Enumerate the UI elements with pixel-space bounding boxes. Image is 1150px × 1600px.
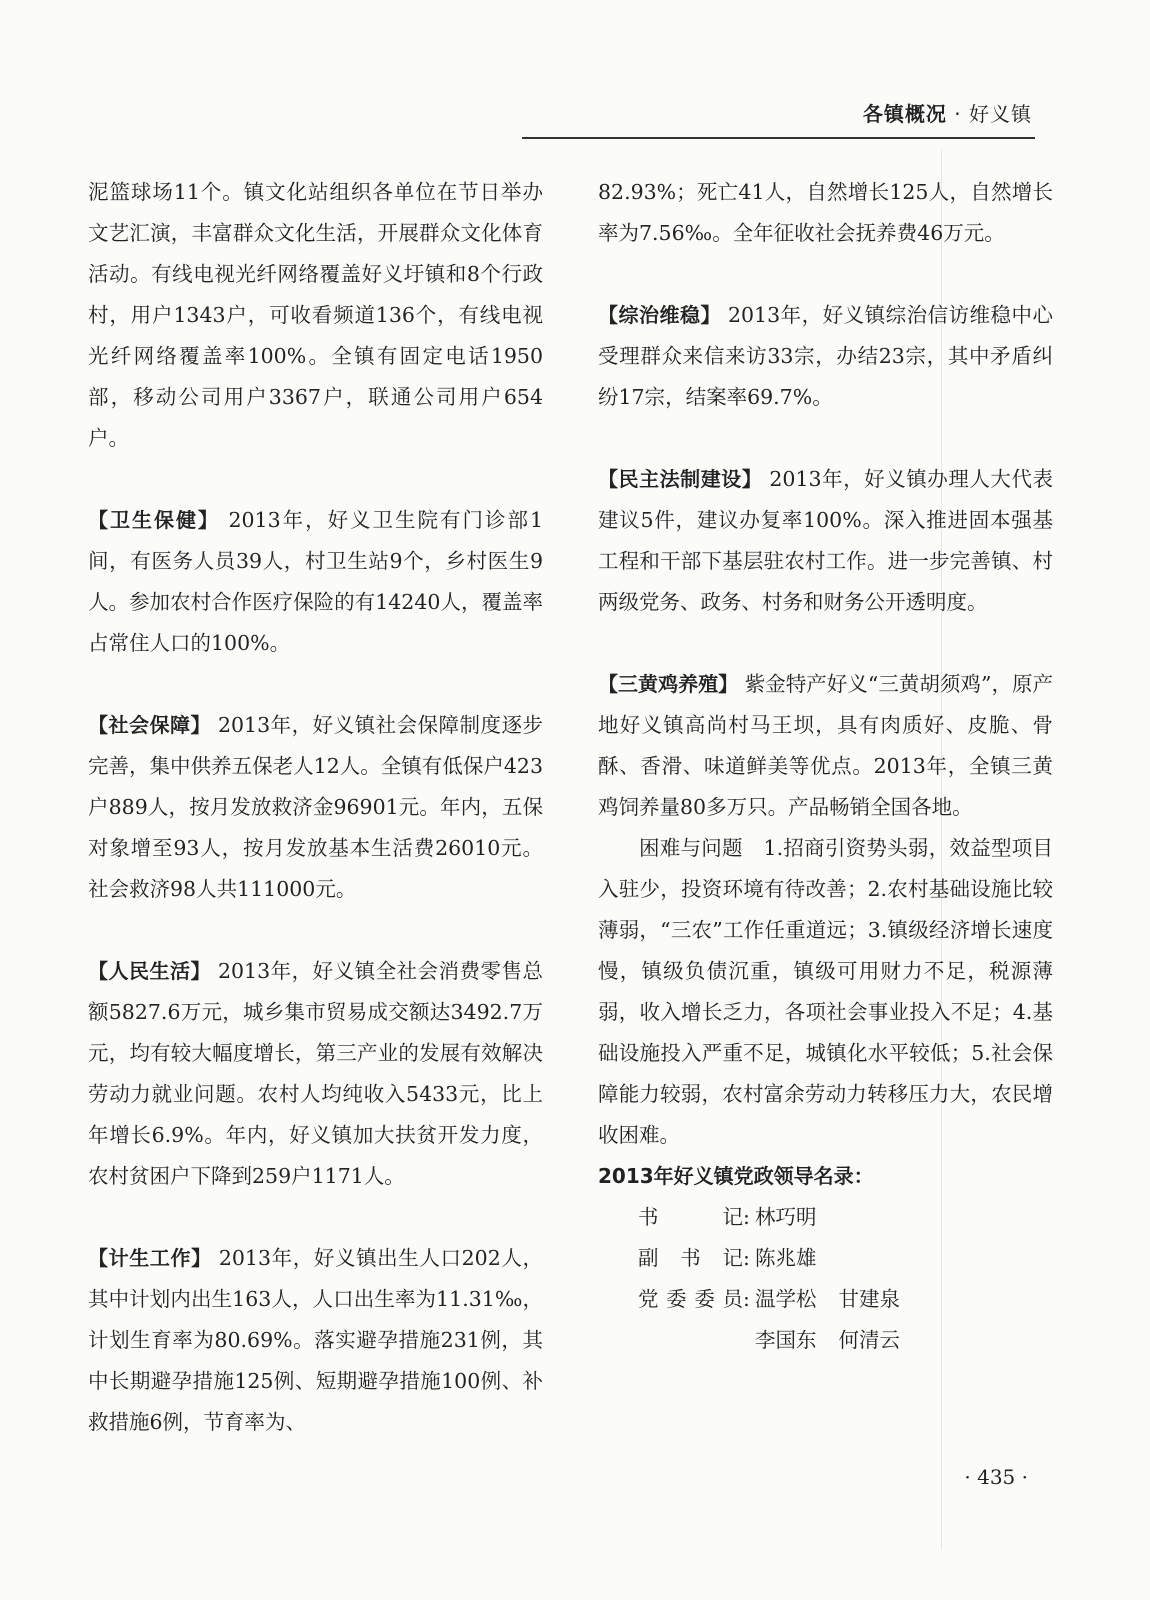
left-column: [88, 172, 543, 1443]
paragraph-legal: [598, 459, 1053, 623]
header-rule: [522, 137, 1035, 139]
roster-entry: 书记 : 林巧明: [598, 1197, 1053, 1238]
paragraph-text: 2013年，好义镇社会保障制度逐步完善，集中供养五保老人12人。全镇有低保户423户889人，按月发放救济金96901元。年内，五保对象增至93人，按月发放基本生活费26010元。社会救济98人共111000元。: [88, 713, 544, 901]
paragraph-text: 82.93%；死亡41人，自然增长125人，自然增长率为7.56‰。全年征收社会抚养费46万元。: [598, 180, 1053, 245]
paragraph-text: 2013年，好义镇办理人大代表建议5件，建议办复率100%。深入推进固本强基工程和干部下基层驻农村工作。进一步完善镇、村两级党务、政务、村务和财务公开透明度。: [598, 467, 1053, 614]
paragraph-chicken: [598, 664, 1053, 828]
roster-role: 党委委员: [638, 1287, 743, 1311]
section-heading: 【综治维稳】: [598, 303, 721, 327]
paragraph-text: 2013年，好义镇全社会消费零售总额5827.6万元，城乡集市贸易成交额达3492.7万元，均有较大幅度增长，第三产业的发展有效解决劳动力就业问题。农村人均纯收入5433元，比上年增长6.9%。年内，好义镇加大扶贫开发力度，农村贫困户下降到259户1171人。: [88, 959, 544, 1188]
section-heading: 【卫生保健】: [88, 508, 220, 532]
paragraph-population-cont: [598, 172, 1053, 254]
paragraph-text: 2013年，好义镇综治信访维稳中心受理群众来信来访33宗，办结23宗，其中矛盾纠纷17宗，结案率69.7%。: [598, 303, 1054, 409]
section-heading: 【社会保障】: [88, 713, 211, 737]
leader-roster: [598, 1197, 1053, 1361]
roster-name: 李国东: [755, 1328, 817, 1352]
paragraph-health: [88, 500, 543, 664]
roster-role: 副书记: [638, 1246, 743, 1270]
paragraph-living: [88, 951, 543, 1197]
section-heading: 【三黄鸡养殖】: [598, 672, 739, 696]
section-heading: 【计生工作】: [88, 1246, 212, 1270]
roster-name: 林巧明: [755, 1205, 817, 1229]
paragraph-culture: [88, 172, 543, 459]
roster-name: 甘建泉: [838, 1287, 900, 1311]
paragraph-text: 泥篮球场11个。镇文化站组织各单位在节日举办文艺汇演，丰富群众文化生活，开展群众文化体育活动。有线电视光纤网络覆盖好义圩镇和8个行政村，用户1343户，可收看频道136个，有线电视光纤网络覆盖率100%。全镇有固定电话1950部，移动公司用户3367户，联通公司用户654户。: [88, 180, 543, 450]
roster-name: 温学松: [755, 1287, 817, 1311]
page-number: · 435 ·: [964, 1465, 1028, 1489]
roster-title: 2013年好义镇党政领导名录：: [598, 1164, 874, 1188]
header-separator: ·: [954, 102, 962, 126]
roster-entry: 党委委员 : 温学松 甘建泉: [598, 1279, 1053, 1320]
running-header: [863, 98, 1032, 127]
roster-entry: 副书记 : 陈兆雄: [598, 1238, 1053, 1279]
paragraph-text: 紫金特产好义“三黄胡须鸡”，原产地好义镇高尚村马王坝，具有肉质好、皮脆、骨酥、香滑、味道鲜美等优点。2013年，全镇三黄鸡饲养量80多万只。产品畅销全国各地。: [598, 672, 1053, 819]
paragraph-family-planning: [88, 1238, 543, 1443]
paragraph-stability: [598, 295, 1053, 418]
section-heading: 【人民生活】: [88, 959, 211, 983]
roster-role: 书记: [638, 1205, 743, 1229]
roster-role: [598, 1320, 743, 1361]
paragraph-problems: 困难与问题 1.招商引资势头弱，效益型项目入驻少，投资环境有待改善；2.农村基础设施比较薄弱，“三农”工作任重道远；3.镇级经济增长速度慢，镇级负债沉重，镇级可用财力不足，税源薄弱，收入增长乏力，各项社会事业投入不足；4.基础设施投入严重不足，城镇化水平较低；5.社会保障能力较弱，农村富余劳动力转移压力大，农民增收困难。: [598, 836, 1053, 1147]
header-section: 各镇概况: [862, 102, 947, 126]
right-column: [598, 172, 1053, 1361]
paragraph-social-security: [88, 705, 543, 910]
roster-name: 陈兆雄: [755, 1246, 817, 1270]
paragraph-text: 2013年，好义卫生院有门诊部1间，有医务人员39人，村卫生站9个，乡村医生9人。参加农村合作医疗保险的有14240人，覆盖率占常住人口的100%。: [88, 508, 543, 655]
paragraph-text: 2013年，好义镇出生人口202人，其中计划内出生163人，人口出生率为11.31‰，计划生育率为80.69%。落实避孕措施231例，其中长期避孕措施125例、短期避孕措施100例、补救措施6例，节育率为、: [88, 1246, 543, 1434]
section-heading: 【民主法制建设】: [598, 467, 763, 491]
roster-entry: [598, 1320, 1053, 1361]
header-subsection: 好义镇: [969, 102, 1032, 126]
roster-name: 何清云: [838, 1328, 900, 1352]
